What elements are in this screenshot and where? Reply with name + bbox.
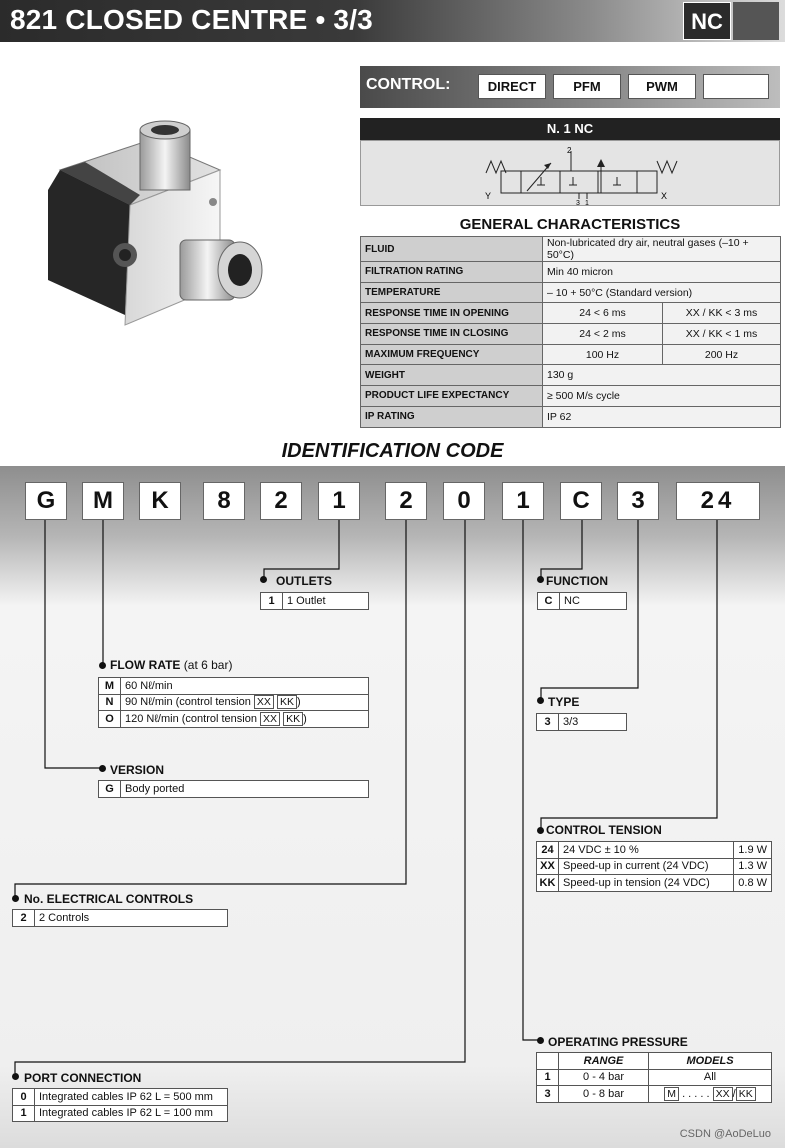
option-value: 1 Outlet xyxy=(283,593,369,610)
table-row xyxy=(361,365,781,386)
valve-symbol-box xyxy=(360,140,780,206)
table-row xyxy=(13,1105,228,1122)
type-title: TYPE xyxy=(548,695,580,709)
port-connection-table xyxy=(12,1088,228,1122)
table-row xyxy=(537,714,627,731)
option-text: 90 Nℓ/min (control tension xyxy=(125,696,251,709)
option-key: N xyxy=(99,694,121,711)
option-value: 24 VDC ± 10 % xyxy=(559,842,734,859)
option-key: 1 xyxy=(537,1069,559,1086)
control-option-pwm: PWM xyxy=(628,74,696,99)
operating-pressure-title: OPERATING PRESSURE xyxy=(548,1035,688,1049)
code-char-10: C xyxy=(560,482,602,520)
option-value: Integrated cables IP 62 L = 100 mm xyxy=(35,1105,228,1122)
option-value: 3/3 xyxy=(559,714,627,731)
watermark: CSDN @AoDeLuo xyxy=(679,1128,771,1140)
nc-badge: NC xyxy=(683,2,731,40)
identification-code-title: IDENTIFICATION CODE xyxy=(281,440,504,462)
table-row xyxy=(537,842,772,859)
option-key: G xyxy=(99,781,121,798)
port-x-label: X xyxy=(661,191,668,201)
option-key: 1 xyxy=(13,1105,35,1122)
row-value-standard: 24 < 2 ms xyxy=(543,324,663,345)
code-char-2: M xyxy=(82,482,124,520)
code-char-8: 0 xyxy=(443,482,485,520)
table-row xyxy=(99,678,369,695)
models-value: All xyxy=(649,1069,772,1086)
symbol-title: N. 1 NC xyxy=(360,118,780,140)
table-row xyxy=(361,386,781,407)
option-key: C xyxy=(538,593,560,610)
model-kk-box: KK xyxy=(736,1087,756,1101)
row-value: Non-lubricated dry air, neutral gases (–10 + 50°C) xyxy=(543,237,781,262)
option-key: 3 xyxy=(537,1086,559,1103)
table-row xyxy=(361,237,781,262)
table-row xyxy=(13,910,228,927)
electrical-controls-table xyxy=(12,909,228,927)
row-value: – 10 + 50°C (Standard version) xyxy=(543,282,781,303)
table-row xyxy=(537,858,772,875)
code-char-1: G xyxy=(25,482,67,520)
row-value-speedup: XX / KK < 1 ms xyxy=(663,324,781,345)
port-2-label: 2 xyxy=(567,146,572,155)
option-power: 0.8 W xyxy=(734,875,772,892)
valve-symbol-diagram xyxy=(361,141,779,205)
electrical-controls-title: No. ELECTRICAL CONTROLS xyxy=(24,892,194,906)
control-tension-bullet xyxy=(537,827,544,834)
row-value: 130 g xyxy=(543,365,781,386)
general-characteristics-table xyxy=(360,236,781,428)
models-value xyxy=(649,1086,772,1103)
table-row xyxy=(538,593,627,610)
option-key: 24 xyxy=(537,842,559,859)
option-power: 1.9 W xyxy=(734,842,772,859)
control-option-direct: DIRECT xyxy=(478,74,546,99)
code-char-6: 1 xyxy=(318,482,360,520)
table-row xyxy=(361,324,781,345)
code-char-9: 1 xyxy=(502,482,544,520)
control-label: CONTROL: xyxy=(366,76,451,93)
table-row xyxy=(361,282,781,303)
outlets-title: OUTLETS xyxy=(276,574,332,588)
range-header: RANGE xyxy=(559,1053,649,1070)
option-value: NC xyxy=(560,593,627,610)
models-header: MODELS xyxy=(649,1053,772,1070)
closing-paren: ) xyxy=(303,712,307,725)
row-label: PRODUCT LIFE EXPECTANCY xyxy=(361,386,543,407)
option-value: 60 Nℓ/min xyxy=(121,678,369,695)
table-row xyxy=(537,1069,772,1086)
table-row xyxy=(537,875,772,892)
valve-product-image xyxy=(30,110,330,350)
row-label: RESPONSE TIME IN OPENING xyxy=(361,303,543,324)
tension-xx-box: XX xyxy=(260,712,280,726)
table-row xyxy=(361,262,781,283)
flow-rate-table xyxy=(98,677,369,728)
option-value: 2 Controls xyxy=(35,910,228,927)
row-label: RESPONSE TIME IN CLOSING xyxy=(361,324,543,345)
tension-kk-box: KK xyxy=(277,695,297,709)
header-badge-block xyxy=(733,2,779,40)
table-row xyxy=(261,593,369,610)
option-key: O xyxy=(99,711,121,728)
table-row xyxy=(99,694,369,711)
option-key: 2 xyxy=(13,910,35,927)
code-char-4: 8 xyxy=(203,482,245,520)
row-label: FILTRATION RATING xyxy=(361,262,543,283)
code-char-7: 2 xyxy=(385,482,427,520)
option-value: Speed-up in tension (24 VDC) xyxy=(559,875,734,892)
table-row xyxy=(361,303,781,324)
model-dots: . . . . . xyxy=(682,1087,710,1100)
port-connection-title: PORT CONNECTION xyxy=(24,1071,142,1085)
option-power: 1.3 W xyxy=(734,858,772,875)
option-key: KK xyxy=(537,875,559,892)
outlets-table xyxy=(260,592,369,610)
table-row xyxy=(361,406,781,427)
row-label: IP RATING xyxy=(361,406,543,427)
row-label: TEMPERATURE xyxy=(361,282,543,303)
table-row xyxy=(99,711,369,728)
header-key-cell xyxy=(537,1053,559,1070)
function-bullet xyxy=(537,576,544,583)
option-key: M xyxy=(99,678,121,695)
function-title: FUNCTION xyxy=(546,574,608,588)
flow-rate-title xyxy=(110,658,232,672)
port-3-label: 3 xyxy=(576,200,580,205)
option-key: 1 xyxy=(261,593,283,610)
model-xx-box: XX xyxy=(713,1087,733,1101)
row-value-standard: 100 Hz xyxy=(543,344,663,365)
row-value-standard: 24 < 6 ms xyxy=(543,303,663,324)
table-row xyxy=(13,1089,228,1106)
range-value: 0 - 8 bar xyxy=(559,1086,649,1103)
row-label: MAXIMUM FREQUENCY xyxy=(361,344,543,365)
control-tension-table xyxy=(536,841,772,892)
closing-paren: ) xyxy=(297,696,301,709)
row-value-speedup: XX / KK < 3 ms xyxy=(663,303,781,324)
tension-xx-box: XX xyxy=(254,695,274,709)
row-value: IP 62 xyxy=(543,406,781,427)
version-title: VERSION xyxy=(110,763,165,777)
range-value: 0 - 4 bar xyxy=(559,1069,649,1086)
flow-rate-label: FLOW RATE xyxy=(110,658,181,672)
port-1-label: 1 xyxy=(585,200,589,205)
option-value: Speed-up in current (24 VDC) xyxy=(559,858,734,875)
table-row xyxy=(537,1086,772,1103)
row-value-speedup: 200 Hz xyxy=(663,344,781,365)
electrical-controls-bullet xyxy=(12,895,19,902)
tension-kk-box: KK xyxy=(283,712,303,726)
option-value xyxy=(121,694,369,711)
operating-pressure-bullet xyxy=(537,1037,544,1044)
general-characteristics-title: GENERAL CHARACTERISTICS xyxy=(459,216,681,233)
code-char-12: 24 xyxy=(676,482,760,520)
flow-rate-bullet xyxy=(99,662,106,669)
control-option-empty xyxy=(703,74,769,99)
port-y-label: Y xyxy=(485,191,492,201)
code-char-11: 3 xyxy=(617,482,659,520)
option-value: Integrated cables IP 62 L = 500 mm xyxy=(35,1089,228,1106)
table-row xyxy=(361,344,781,365)
flow-rate-note: (at 6 bar) xyxy=(183,658,233,672)
type-table xyxy=(536,713,627,731)
code-char-5: 2 xyxy=(260,482,302,520)
option-value xyxy=(121,711,369,728)
option-key: 0 xyxy=(13,1089,35,1106)
function-table xyxy=(537,592,627,610)
row-value: Min 40 micron xyxy=(543,262,781,283)
row-value: ≥ 500 M/s cycle xyxy=(543,386,781,407)
version-table xyxy=(98,780,369,798)
version-bullet xyxy=(99,765,106,772)
header-bar xyxy=(0,0,785,42)
option-text: 120 Nℓ/min (control tension xyxy=(125,712,257,725)
type-bullet xyxy=(537,697,544,704)
table-header-row xyxy=(537,1053,772,1070)
control-option-pfm: PFM xyxy=(553,74,621,99)
code-char-3: K xyxy=(139,482,181,520)
option-key: XX xyxy=(537,858,559,875)
table-row xyxy=(99,781,369,798)
row-label: FLUID xyxy=(361,237,543,262)
page-title: 821 CLOSED CENTRE • 3/3 xyxy=(10,4,373,35)
control-tension-title: CONTROL TENSION xyxy=(546,823,662,837)
control-bar xyxy=(360,66,780,108)
outlets-bullet xyxy=(260,576,267,583)
option-value: Body ported xyxy=(121,781,369,798)
option-key: 3 xyxy=(537,714,559,731)
row-label: WEIGHT xyxy=(361,365,543,386)
model-m-box: M xyxy=(664,1087,679,1101)
model-slash: / xyxy=(732,1087,736,1100)
port-connection-bullet xyxy=(12,1073,19,1080)
operating-pressure-table xyxy=(536,1052,772,1103)
